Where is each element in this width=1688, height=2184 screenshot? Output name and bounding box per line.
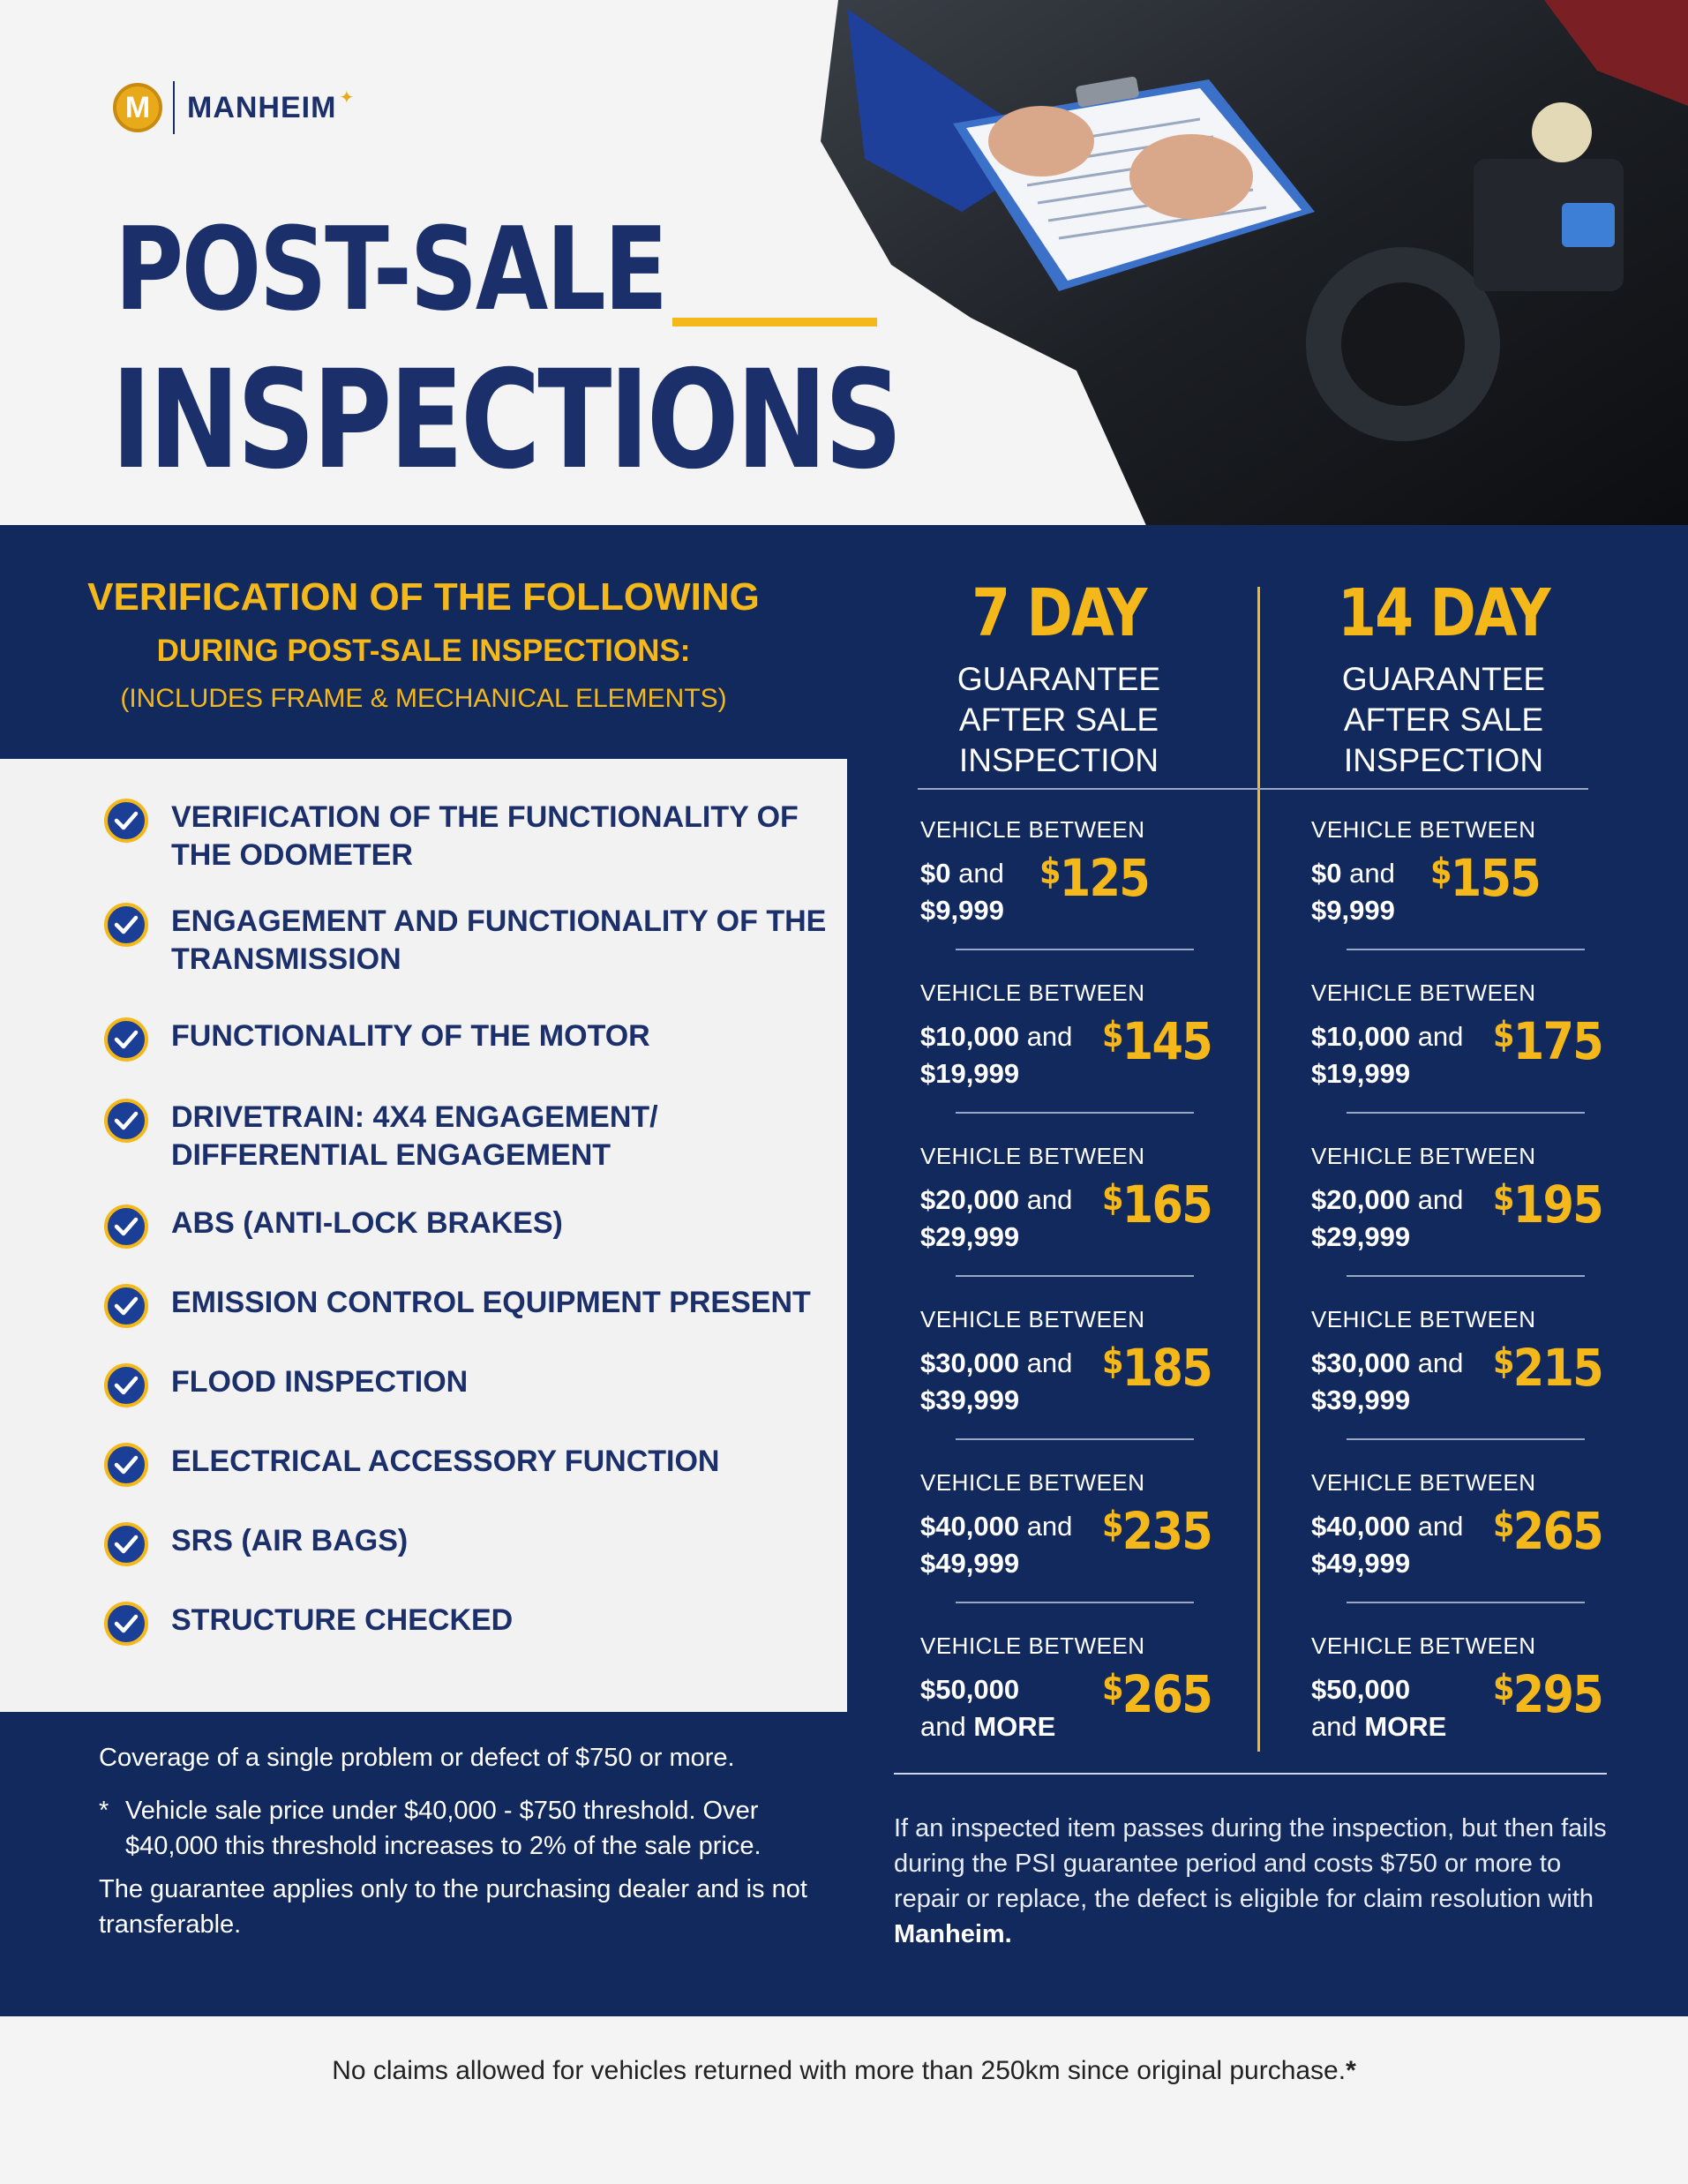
- tier-to: MORE: [1364, 1711, 1447, 1742]
- tier-rule: [956, 1602, 1194, 1603]
- tier-from: $0: [1311, 858, 1342, 889]
- engine-inspection-photo: [785, 0, 1688, 547]
- tier-price: [1430, 848, 1540, 908]
- column-subtitle-line: GUARANTEE: [957, 661, 1161, 697]
- checklist-item-text: EMISSION CONTROL EQUIPMENT PRESENT: [171, 1286, 811, 1319]
- checklist-item: [104, 1099, 842, 1175]
- tier-to: $49,999: [920, 1548, 1020, 1579]
- logo-separator: [173, 81, 175, 134]
- tier-to: $9,999: [920, 895, 1004, 926]
- price-tier: [1311, 1632, 1629, 1782]
- tier-rule: [956, 1112, 1194, 1114]
- tier-range: [920, 1018, 1106, 1092]
- tier-from: $10,000: [1311, 1021, 1411, 1052]
- tier-amount: 235: [1122, 1501, 1212, 1561]
- tier-and: and: [1417, 1347, 1464, 1378]
- checklist-item: [104, 799, 842, 874]
- checklist-item-text: DRIVETRAIN: 4X4 ENGAGEMENT/ DIFFERENTIAL ENGAGEMENT: [171, 1100, 658, 1172]
- tier-label: VEHICLE BETWEEN: [920, 1469, 1145, 1496]
- verification-subheading: DURING POST-SALE INSPECTIONS:: [156, 634, 691, 668]
- price-tier: [1311, 1306, 1629, 1456]
- tier-amount: 145: [1122, 1011, 1212, 1071]
- tier-from: $0: [920, 858, 951, 889]
- tier-from: $10,000: [920, 1021, 1020, 1052]
- tier-label: VEHICLE BETWEEN: [920, 1632, 1145, 1659]
- price-tier: [920, 1143, 1238, 1293]
- checkmark-icon: [104, 1017, 148, 1062]
- tier-rule: [956, 1438, 1194, 1440]
- logo-wordmark: MANHEIM: [187, 90, 337, 124]
- checklist-item-text: SRS (AIR BAGS): [171, 1524, 409, 1557]
- tier-price: [1102, 1501, 1212, 1561]
- bottom-rule: [894, 1773, 1607, 1775]
- tier-from: $40,000: [920, 1511, 1020, 1542]
- price-tier: [920, 1469, 1238, 1619]
- tier-amount: 165: [1122, 1175, 1212, 1235]
- tier-and: and: [958, 858, 1004, 889]
- tier-and: and: [1026, 1511, 1073, 1542]
- tier-label: VEHICLE BETWEEN: [920, 979, 1145, 1006]
- tier-to: $19,999: [1311, 1058, 1411, 1089]
- checklist-item-text: ELECTRICAL ACCESSORY FUNCTION: [171, 1445, 720, 1478]
- tier-price: [1493, 1338, 1602, 1398]
- verification-heading: VERIFICATION OF THE FOLLOWING: [87, 575, 760, 619]
- tier-currency: $: [1102, 1178, 1122, 1219]
- tier-from: $30,000: [920, 1347, 1020, 1378]
- tier-currency: $: [1493, 1668, 1513, 1708]
- tier-range: [1311, 1018, 1497, 1092]
- column-subtitle-line: AFTER SALE: [1343, 702, 1544, 738]
- coverage-text: Coverage of a single problem or defect of $750 or more.: [99, 1744, 735, 1772]
- column-subtitle: [927, 659, 1191, 781]
- checklist-item-text: ENGAGEMENT AND FUNCTIONALITY OF THE TRANSMISSION: [171, 904, 827, 976]
- tier-and: and: [1026, 1021, 1073, 1052]
- checkmark-icon: [104, 1602, 148, 1646]
- tier-currency: $: [1430, 852, 1451, 892]
- price-tier: [1311, 816, 1629, 966]
- maple-leaf-icon: ✦: [339, 87, 355, 108]
- tier-currency: $: [1039, 852, 1060, 892]
- tier-and: and: [1349, 858, 1395, 889]
- checklist-item: [104, 1602, 842, 1646]
- column-7-day-header: [927, 575, 1191, 781]
- checklist-item-text: VERIFICATION OF THE FUNCTIONALITY OF THE ODOMETER: [171, 800, 799, 872]
- title-underline: [672, 318, 877, 326]
- verification-note: (INCLUDES FRAME & MECHANICAL ELEMENTS): [120, 684, 727, 713]
- checkmark-icon: [104, 1522, 148, 1566]
- price-tier: [920, 1306, 1238, 1456]
- tier-rule: [1347, 1275, 1585, 1277]
- tier-from: $20,000: [1311, 1184, 1411, 1215]
- tier-amount: 215: [1512, 1338, 1603, 1398]
- tier-label: VEHICLE BETWEEN: [1311, 979, 1536, 1006]
- tier-price: [1039, 848, 1149, 908]
- tier-range: [1311, 1182, 1497, 1256]
- column-subtitle-line: INSPECTION: [958, 742, 1159, 778]
- tier-currency: $: [1493, 1341, 1513, 1382]
- price-tier: [920, 816, 1238, 966]
- tier-label: VEHICLE BETWEEN: [1311, 1469, 1536, 1496]
- column-subtitle-line: INSPECTION: [1343, 742, 1544, 778]
- dealer-text: The guarantee applies only to the purchasing dealer and is not transferable.: [99, 1875, 807, 1939]
- tier-price: [1102, 1011, 1212, 1071]
- tier-to: $39,999: [1311, 1385, 1411, 1415]
- note-asterisk: *: [99, 1797, 109, 1825]
- tier-currency: $: [1493, 1505, 1513, 1545]
- checkmark-icon: [104, 799, 148, 843]
- threshold-note: [99, 1793, 822, 1864]
- checklist-item-text: FUNCTIONALITY OF THE MOTOR: [171, 1019, 650, 1053]
- tier-and: and: [1417, 1511, 1464, 1542]
- page-title-line2: INSPECTIONS: [111, 341, 900, 499]
- checklist-item: [104, 1284, 842, 1328]
- tier-rule: [956, 949, 1194, 950]
- no-claims-text: No claims allowed for vehicles returned with more than 250km since original purchase.: [332, 2056, 1347, 2085]
- column-divider: [1257, 587, 1260, 1752]
- price-tier: [920, 1632, 1238, 1782]
- tier-currency: $: [1493, 1015, 1513, 1055]
- note-text: Vehicle sale price under $40,000 - $750 threshold. Over $40,000 this threshold increases to 2% of the sale price.: [125, 1797, 761, 1860]
- tier-label: VEHICLE BETWEEN: [1311, 1143, 1536, 1169]
- tier-range: [920, 1182, 1106, 1256]
- checkmark-icon: [104, 903, 148, 947]
- price-tier: [920, 979, 1238, 1130]
- tier-range: [920, 1508, 1106, 1582]
- tier-price: [1102, 1175, 1212, 1235]
- tier-from: $20,000: [920, 1184, 1020, 1215]
- tier-to: $49,999: [1311, 1548, 1411, 1579]
- tier-range: [920, 1345, 1106, 1419]
- tier-rule: [1347, 1438, 1585, 1440]
- tier-amount: 195: [1512, 1175, 1603, 1235]
- tier-label: VEHICLE BETWEEN: [1311, 1632, 1536, 1659]
- checklist-item: [104, 1017, 842, 1062]
- checkmark-icon: [104, 1205, 148, 1249]
- tier-and: and: [920, 1711, 966, 1742]
- claim-text: [894, 1811, 1626, 1952]
- tier-range: [1311, 1508, 1497, 1582]
- tier-label: VEHICLE BETWEEN: [920, 1143, 1145, 1169]
- checklist-item-text: FLOOD INSPECTION: [171, 1365, 469, 1399]
- checklist-item: [104, 1205, 842, 1249]
- tier-rule: [956, 1275, 1194, 1277]
- tier-and: and: [1311, 1711, 1357, 1742]
- tier-price: [1493, 1664, 1602, 1724]
- tier-label: VEHICLE BETWEEN: [1311, 816, 1536, 843]
- tier-and: and: [1417, 1021, 1464, 1052]
- header-rule: [918, 788, 1588, 790]
- tier-to: MORE: [973, 1711, 1056, 1742]
- column-subtitle-line: GUARANTEE: [1341, 661, 1546, 697]
- tier-amount: 125: [1059, 848, 1150, 908]
- tier-to: $39,999: [920, 1385, 1020, 1415]
- tier-from: $30,000: [1311, 1347, 1411, 1378]
- tier-amount: 265: [1512, 1501, 1603, 1561]
- tier-label: VEHICLE BETWEEN: [920, 1306, 1145, 1332]
- checklist-item: [104, 1522, 842, 1566]
- tier-and: and: [1417, 1184, 1464, 1215]
- tier-to: $29,999: [1311, 1221, 1411, 1252]
- tier-rule: [1347, 1112, 1585, 1114]
- tier-amount: 295: [1512, 1664, 1603, 1724]
- column-14-day-header: [1311, 575, 1576, 781]
- tier-rule: [1347, 949, 1585, 950]
- checklist-item-text: ABS (ANTI-LOCK BRAKES): [171, 1206, 563, 1240]
- tier-from: $40,000: [1311, 1511, 1411, 1542]
- no-claims-disclaimer: [0, 2056, 1688, 2086]
- column-subtitle-line: AFTER SALE: [958, 702, 1159, 738]
- tier-amount: 175: [1512, 1011, 1603, 1071]
- tier-price: [1102, 1338, 1212, 1398]
- tier-to: $19,999: [920, 1058, 1020, 1089]
- checkmark-icon: [104, 1284, 148, 1328]
- tier-currency: $: [1102, 1015, 1122, 1055]
- manheim-logo: [113, 81, 354, 134]
- claim-brand: Manheim.: [894, 1920, 1012, 1948]
- column-days: 14 DAY: [1338, 575, 1549, 651]
- checkmark-icon: [104, 1363, 148, 1407]
- tier-and: and: [1026, 1184, 1073, 1215]
- claim-body: If an inspected item passes during the inspection, but then fails during the PSI guarantee period and costs $750 or more to repair or replace, the defect is eligible for claim resolution with: [894, 1814, 1607, 1913]
- tier-range: [1311, 1671, 1497, 1745]
- tier-to: $29,999: [920, 1221, 1020, 1252]
- checklist-item-text: STRUCTURE CHECKED: [171, 1603, 514, 1637]
- logo-badge: M: [113, 83, 162, 132]
- tier-amount: 185: [1122, 1338, 1212, 1398]
- tier-label: VEHICLE BETWEEN: [1311, 1306, 1536, 1332]
- tier-range: [1311, 1345, 1497, 1419]
- checkmark-icon: [104, 1099, 148, 1143]
- page-title-line1: POST-SALE: [115, 202, 666, 336]
- tier-price: [1493, 1011, 1602, 1071]
- tier-price: [1493, 1501, 1602, 1561]
- tier-rule: [1347, 1602, 1585, 1603]
- tier-price: [1493, 1175, 1602, 1235]
- price-tier: [1311, 1469, 1629, 1619]
- tier-to: $9,999: [1311, 895, 1395, 926]
- tier-from: $50,000: [920, 1674, 1020, 1705]
- column-subtitle: [1311, 659, 1576, 781]
- checkmark-icon: [104, 1443, 148, 1487]
- checklist-item: [104, 1443, 842, 1487]
- checklist-item: [104, 1363, 842, 1407]
- tier-currency: $: [1102, 1668, 1122, 1708]
- tier-range: [920, 1671, 1106, 1745]
- tier-currency: $: [1493, 1178, 1513, 1219]
- tier-amount: 265: [1122, 1664, 1212, 1724]
- price-tier: [1311, 979, 1629, 1130]
- tier-and: and: [1026, 1347, 1073, 1378]
- tier-amount: 155: [1450, 848, 1541, 908]
- tier-currency: $: [1102, 1341, 1122, 1382]
- tier-currency: $: [1102, 1505, 1122, 1545]
- price-tier: [1311, 1143, 1629, 1293]
- tier-label: VEHICLE BETWEEN: [920, 816, 1145, 843]
- column-days: 7 DAY: [972, 575, 1146, 651]
- no-claims-asterisk: *: [1346, 2056, 1356, 2085]
- tier-price: [1102, 1664, 1212, 1724]
- tier-from: $50,000: [1311, 1674, 1411, 1705]
- checklist-item: [104, 903, 842, 979]
